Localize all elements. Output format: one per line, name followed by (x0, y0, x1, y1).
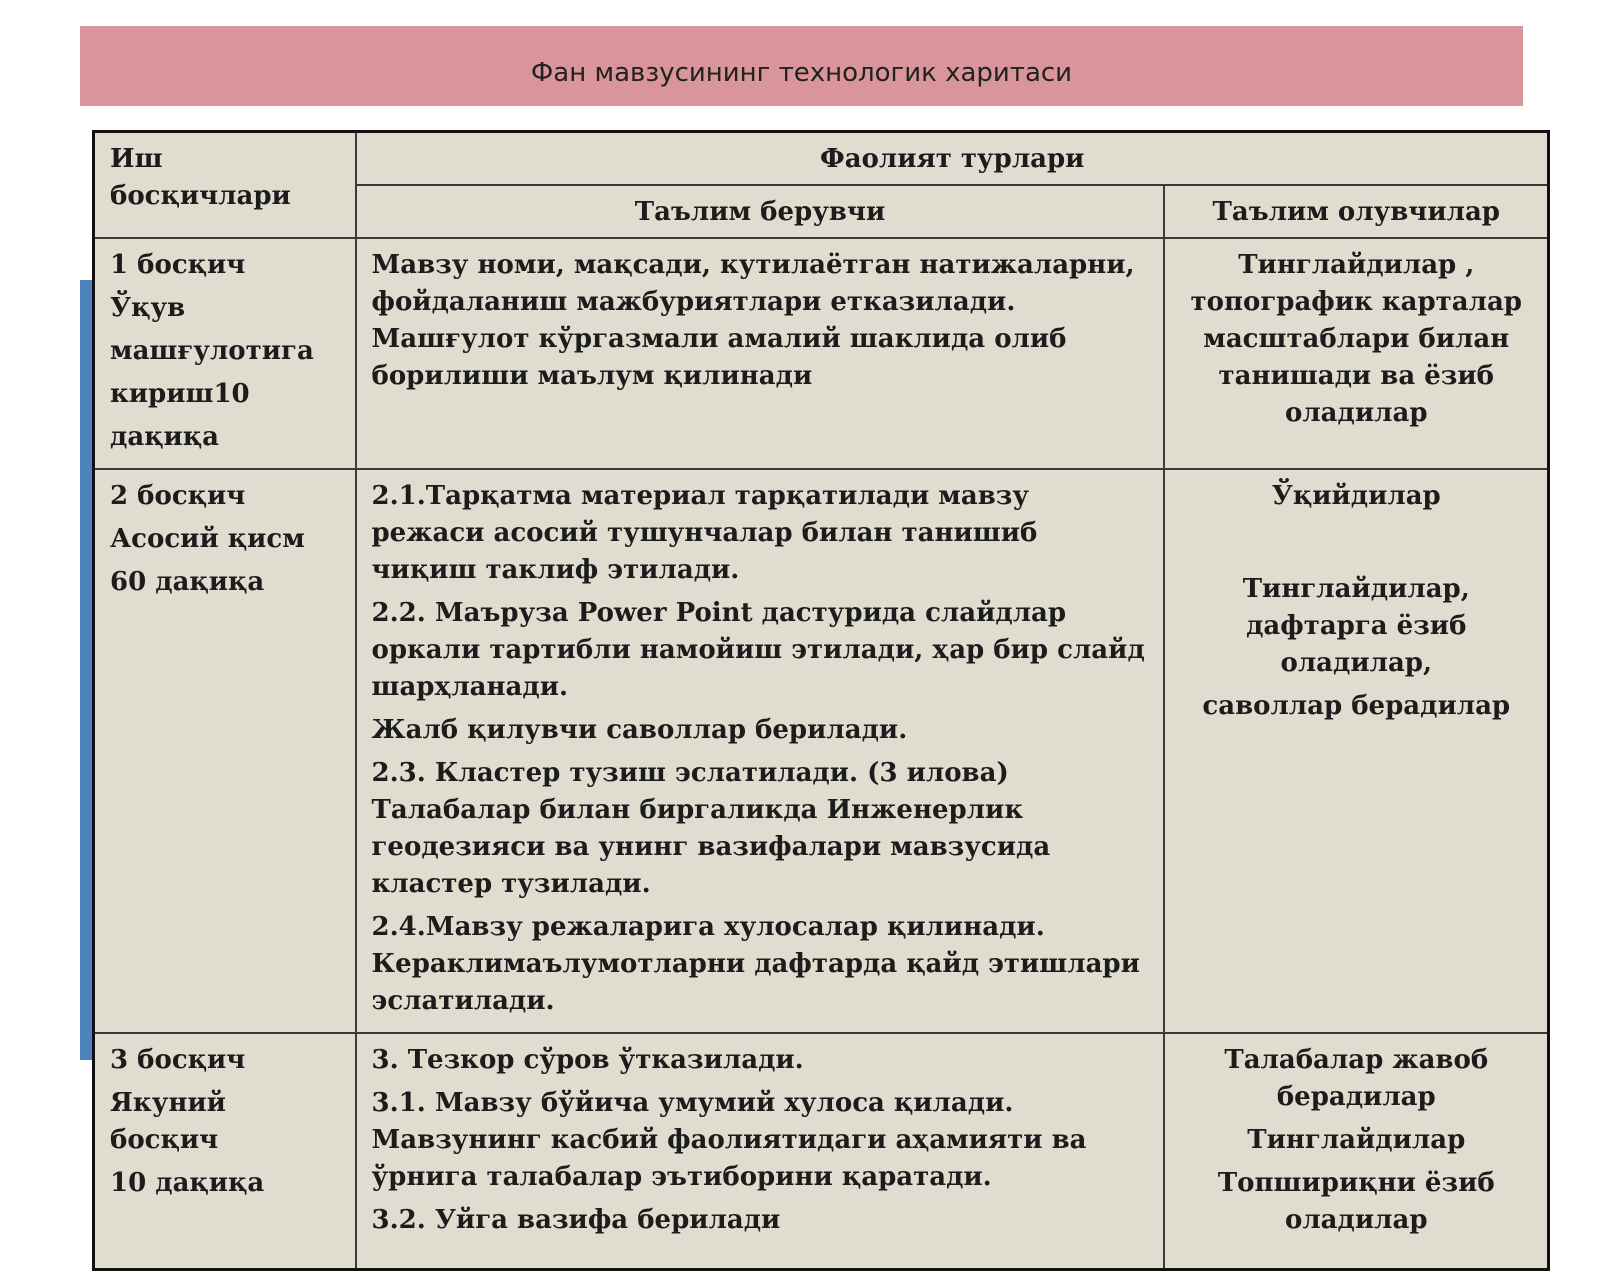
teacher-paragraph: 2.4.Мавзу режаларига хулосалар қилинади. Кераклимаълумотларни дафтарда қайд этишлари эслатилади. (371, 912, 1140, 1016)
stage-line: Якуний босқич (110, 1088, 226, 1155)
teacher-paragraph: 2.1.Тарқатма материал тарқатилади мавзу режаси асосий тушунчалар билан танишиб чиқиш таклиф этилади. (371, 481, 1038, 585)
teacher-cell (356, 238, 1164, 469)
teacher-paragraph: Мавзу номи, мақсади, кутилаётган натижаларни, фойдаланиш мажбуриятлари етказилади. Машғулот кўргазмали амалий шаклида олиб борилиши маълум қилинади (371, 250, 1135, 391)
teacher-paragraph: 3. Тезкор сўров ўтказилади. (371, 1045, 804, 1075)
teacher-cell (356, 1033, 1164, 1269)
stage-line: машғулотига (110, 336, 314, 366)
page-title: Фан мавзусининг технологик харитаси (80, 26, 1523, 106)
teacher-paragraph: Жалб қилувчи саволлар берилади. (371, 715, 908, 745)
stage-line: Ўқув (110, 293, 186, 323)
table-row (94, 1033, 1549, 1269)
header-activities: Фаолият турлари (356, 132, 1549, 186)
stage-line: 2 босқич (110, 481, 246, 511)
table-row (94, 238, 1549, 469)
students-paragraph: Ўқийдилар (1271, 481, 1441, 511)
students-paragraph: Тинглайдилар (1247, 1125, 1466, 1155)
students-paragraph: Тинглайдилар, дафтарга ёзиб оладилар, (1242, 574, 1470, 678)
stage-cell (94, 1033, 356, 1269)
stage-line: кириш10 (110, 379, 250, 409)
teacher-paragraph: 3.1. Мавзу бўйича умумий хулоса қилади. Мавзунинг касбий фаолиятидаги аҳамияти ва ўрнига талабалар эътиборини қаратади. (371, 1088, 1087, 1192)
teacher-paragraph: 2.3. Кластер тузиш эслатилади. (3 илова) Талабалар билан биргаликда Инженерлик геодезияси ва унинг вазифалари мавзусида кластер тузилади. (371, 758, 1051, 899)
header-row-1 (94, 132, 1549, 186)
header-stages: Иш босқичлари (94, 132, 356, 239)
stage-line: 1 босқич (110, 250, 246, 280)
students-paragraph: Тинглайдилар , топографик карталар масштаблари билан танишади ва ёзиб оладилар (1190, 250, 1522, 428)
students-paragraph: саволлар берадилар (1202, 691, 1511, 721)
spacer (1180, 521, 1534, 571)
teacher-cell (356, 469, 1164, 1033)
teacher-paragraph: 2.2. Маъруза Power Point дастурида слайдлар оркали тартибли намойиш этилади, ҳар бир слайд шарҳланади. (371, 598, 1145, 702)
stage-line: дақиқа (110, 422, 220, 452)
stage-line: 10 дақиқа (110, 1168, 265, 1198)
stage-cell (94, 469, 356, 1033)
header-students: Таълим олувчилар (1164, 185, 1549, 238)
students-paragraph: Топшириқни ёзиб оладилар (1217, 1168, 1495, 1235)
stage-cell (94, 238, 356, 469)
students-cell (1164, 469, 1549, 1033)
stage-line: 60 дақиқа (110, 567, 265, 597)
technology-map-table (92, 130, 1550, 1271)
teacher-paragraph: 3.2. Уйга вазифа берилади (371, 1205, 781, 1235)
stage-line: 3 босқич (110, 1045, 246, 1075)
students-cell (1164, 1033, 1549, 1269)
side-accent-bar (80, 280, 92, 1060)
stage-line: Асосий қисм (110, 524, 305, 554)
table-row (94, 469, 1549, 1033)
header-teacher: Таълим берувчи (356, 185, 1164, 238)
students-paragraph: Талабалар жавоб берадилар (1224, 1045, 1489, 1112)
students-cell (1164, 238, 1549, 469)
